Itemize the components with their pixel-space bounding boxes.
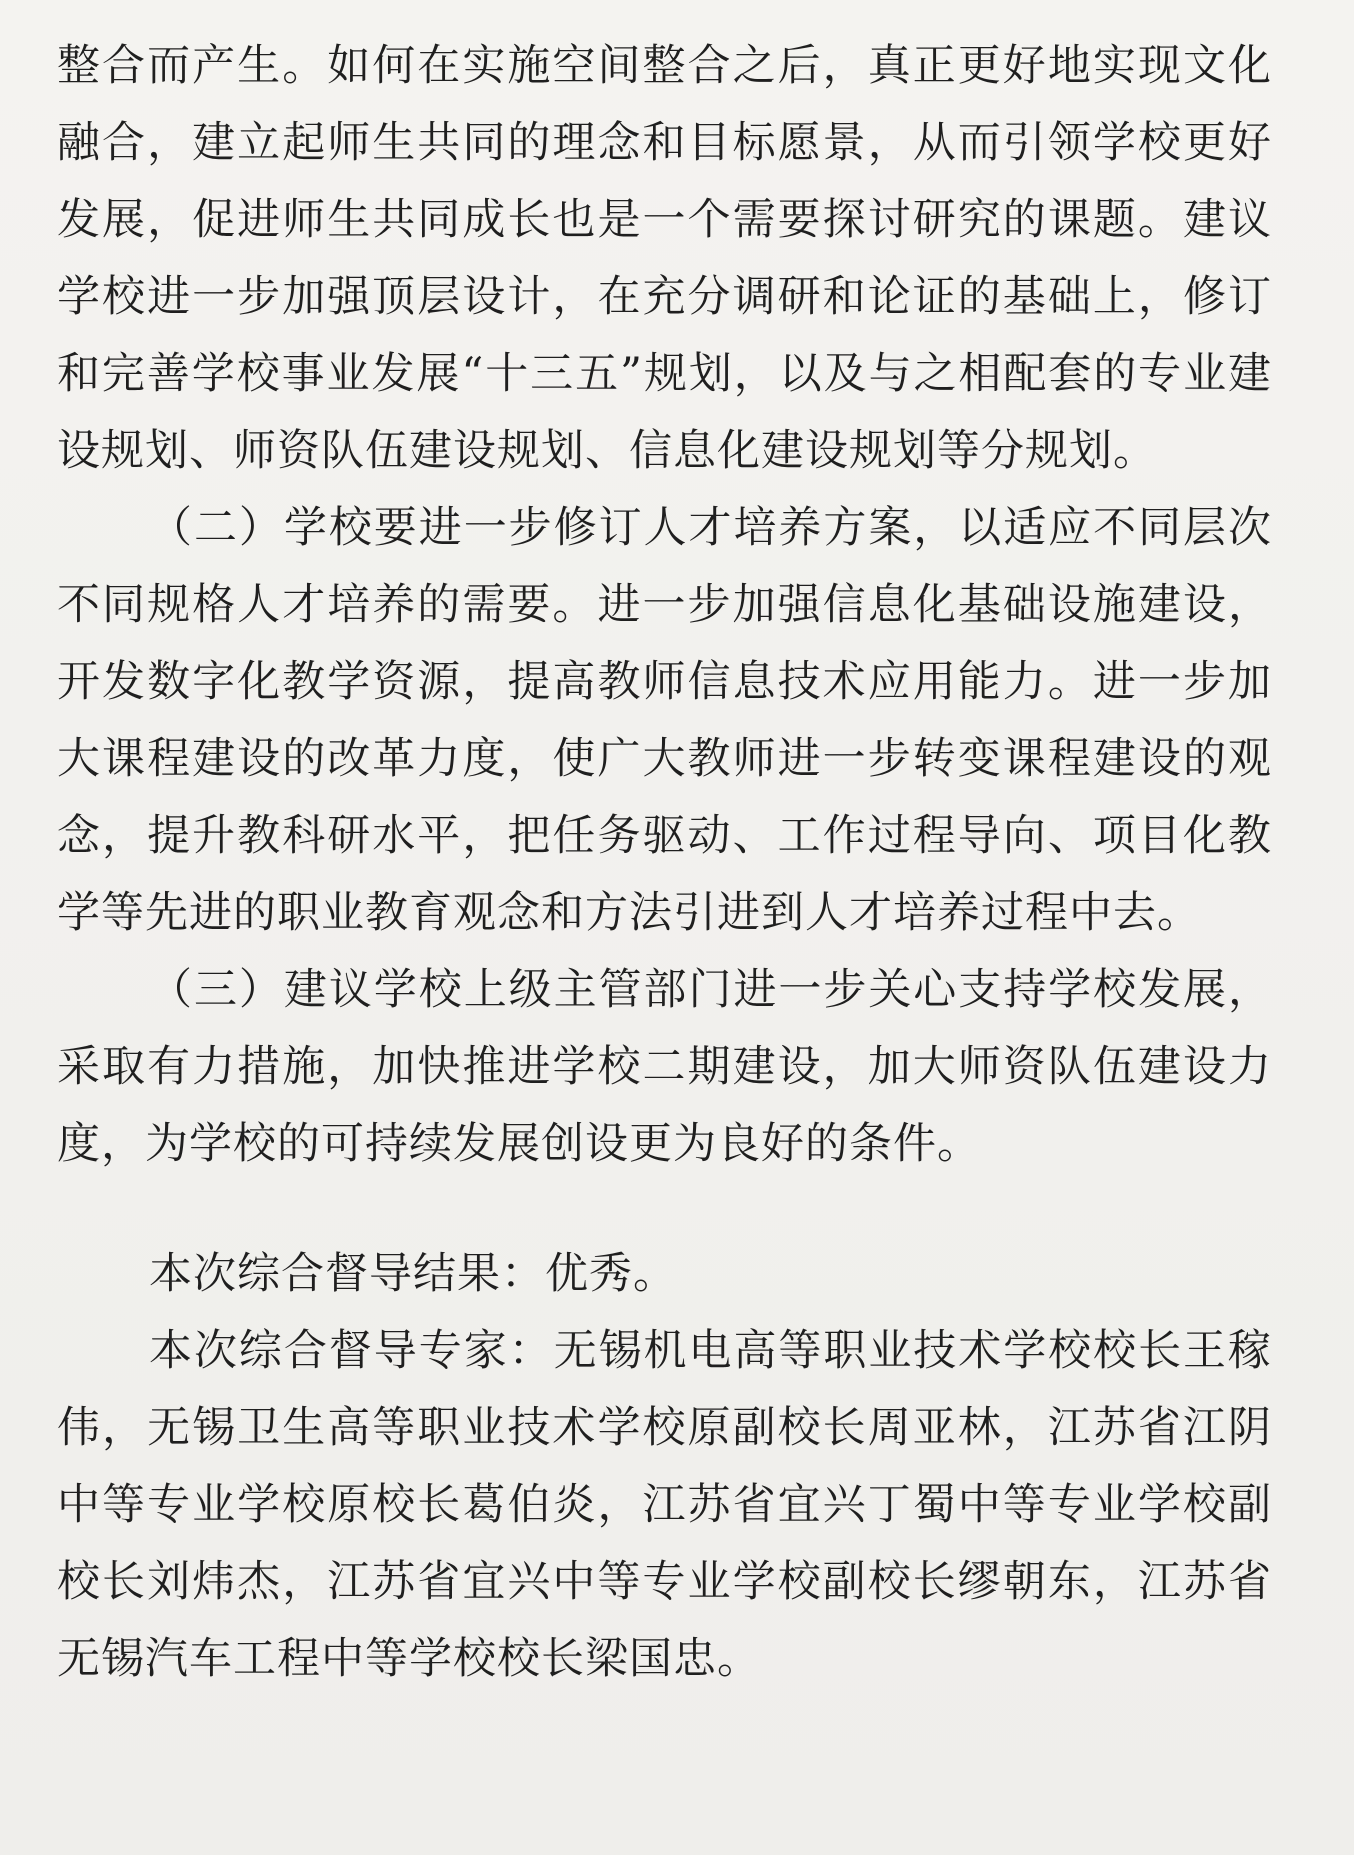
paragraph-2: （二）学校要进一步修订人才培养方案，以适应不同层次不同规格人才培养的需要。进一步加强信息化基础设施建设，开发数字化教学资源，提高教师信息技术应用能力。进一步加大课程建设的改革力度，使广大教师进一步转变课程建设的观念，提升教科研水平，把任务驱动、工作过程导向、项目化教学等先进的职业教育观念和方法引进到人才培养过程中去。: [57, 503, 1272, 938]
paragraph-gap: [57, 1183, 1272, 1236]
paragraph-1: 整合而产生。如何在实施空间整合之后，真正更好地实现文化融合，建立起师生共同的理念和目标愿景，从而引领学校更好发展，促进师生共同成长也是一个需要探讨研究的课题。建议学校进一步加强顶层设计，在充分调研和论证的基础上，修订和完善学校事业发展“十三五”规划，以及与之相配套的专业建设规划、师资队伍建设规划、信息化建设规划等分规划。: [57, 41, 1272, 476]
document-body: [57, 28, 1272, 1698]
supervision-experts: 本次综合督导专家：无锡机电高等职业技术学校校长王稼伟，无锡卫生高等职业技术学校原副校长周亚林，江苏省江阴中等专业学校原校长葛伯炎，江苏省宜兴丁蜀中等专业学校副校长刘炜杰，江苏省宜兴中等专业学校副校长缪朝东，江苏省无锡汽车工程中等学校校长梁国忠。: [57, 1326, 1272, 1684]
paragraph-3: （三）建议学校上级主管部门进一步关心支持学校发展，采取有力措施，加快推进学校二期建设，加大师资队伍建设力度，为学校的可持续发展创设更为良好的条件。: [57, 965, 1272, 1169]
supervision-result: 本次综合督导结果：优秀。: [149, 1249, 677, 1299]
